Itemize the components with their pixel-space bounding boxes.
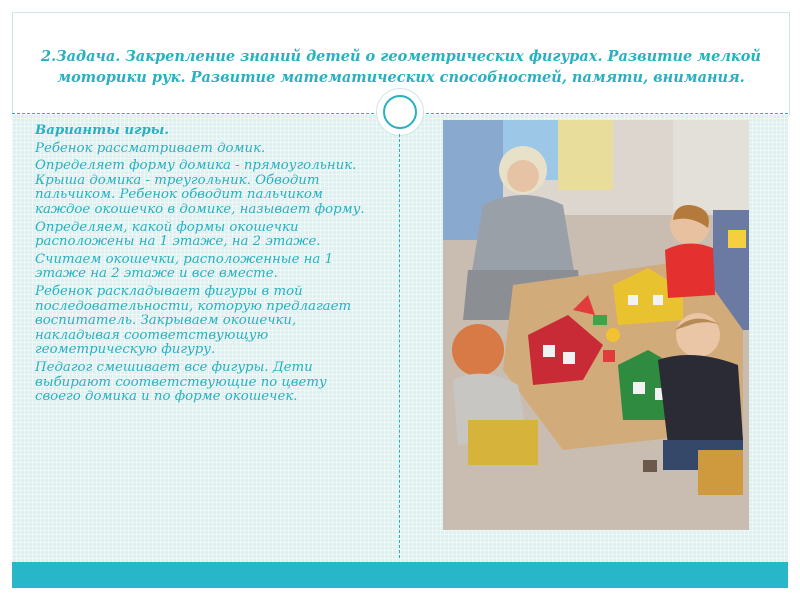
paragraph: Определяем, какой формы окошечки расположены на 1 этаже, на 2 этаже.: [35, 219, 321, 250]
paragraph: Определяет форму домика - прямоугольник. Крыша домика - треугольник. Обводит пальчиком. Ребенок обводит пальчиком каждое окошечко в домике, называет форму.: [35, 158, 365, 217]
footer-bar: [12, 562, 788, 588]
paragraph: Ребенок раскладывает фигуры в той последовательности, которую предлагает воспитатель. Закрываем окошечки, накладывая соответствующую геометрическую фигуру.: [35, 283, 352, 358]
body-text: [35, 124, 367, 408]
slide-title: 2.Задача. Закрепление знаний детей о геометрических фигурах. Развитие мелкой моторики рук. Развитие математических способностей, памяти, внимания.: [41, 48, 761, 86]
paragraph: Ребенок рассматривает домик.: [35, 140, 266, 156]
paragraph: Педагог смешивает все фигуры. Дети выбирают соответствующие по цвету своего домика и по форме окошечек.: [35, 359, 327, 405]
decorative-ring-icon: [383, 95, 417, 129]
photo-illustration: [443, 120, 749, 530]
section-heading: Варианты игры.: [35, 123, 169, 138]
classroom-photo: [443, 120, 749, 530]
column-divider: [399, 134, 400, 558]
paragraph: Считаем окошечки, расположенные на 1 этаже на 2 этаже и все вместе.: [35, 251, 334, 282]
